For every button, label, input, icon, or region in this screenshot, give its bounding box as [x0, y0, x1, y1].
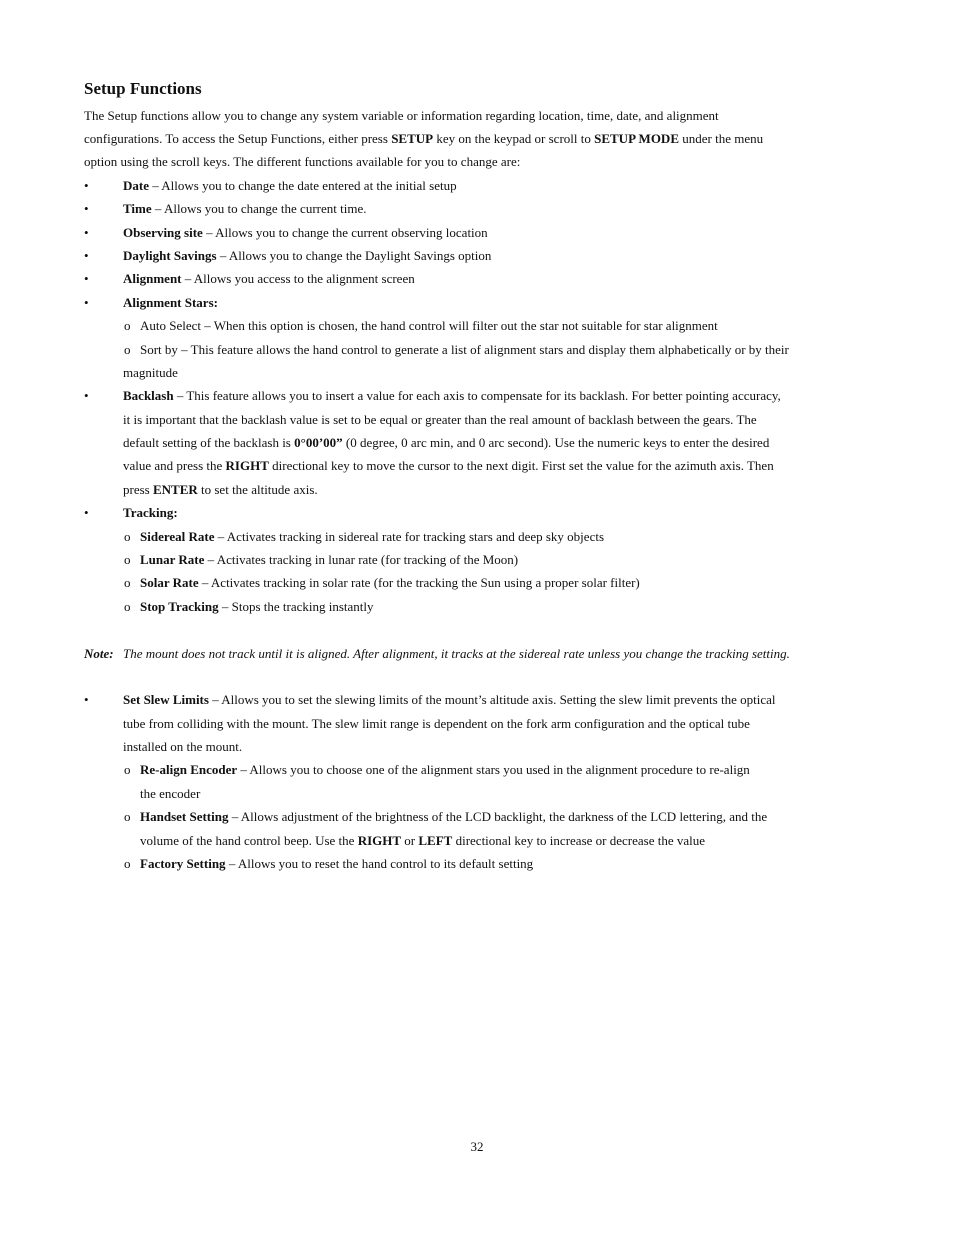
section-title: Setup Functions	[84, 79, 202, 98]
list-item-time: Time – Allows you to change the current time.	[123, 201, 367, 216]
sub-item-sidereal-rate: Sidereal Rate – Activates tracking in sidereal rate for tracking stars and deep sky objects	[140, 529, 605, 544]
slew-line-3: installed on the mount.	[123, 739, 243, 754]
page-number: 32	[470, 1139, 484, 1154]
list-item-observing-site: Observing site – Allows you to change the current observing location	[123, 225, 488, 240]
bullet: •	[84, 388, 89, 403]
sub-bullet: o	[124, 318, 131, 333]
intro-line-3: option using the scroll keys. The different functions available for you to change are:	[84, 154, 521, 169]
list-item-daylight-savings: Daylight Savings – Allows you to change the Daylight Savings option	[123, 248, 492, 263]
sub-item-solar-rate: Solar Rate – Activates tracking in solar rate (for the tracking the Sun using a proper solar filter)	[140, 575, 640, 590]
note-label: Note:	[84, 646, 114, 661]
sub-bullet: o	[124, 342, 131, 357]
sub-bullet: o	[124, 575, 131, 590]
list-item-alignment: Alignment – Allows you access to the alignment screen	[123, 271, 415, 286]
intro-line-1: The Setup functions allow you to change any system variable or information regarding location, time, date, and alignment	[84, 108, 719, 123]
list-item-alignment-stars: Alignment Stars:	[123, 295, 218, 310]
sub-bullet: o	[124, 552, 131, 567]
bullet: •	[84, 271, 89, 286]
sub-item-factory-setting: Factory Setting – Allows you to reset the hand control to its default setting	[140, 856, 534, 871]
slew-line-2: tube from colliding with the mount. The slew limit range is dependent on the fork arm configuration and the optical tube	[123, 716, 750, 731]
sub-item-auto-select: Auto Select – When this option is chosen, the hand control will filter out the star not suitable for star alignment	[140, 318, 718, 333]
sub-item-sort-by: Sort by – This feature allows the hand control to generate a list of alignment stars and display them alphabetically or by their	[140, 342, 789, 357]
sub-bullet: o	[124, 762, 131, 777]
sub-bullet: o	[124, 809, 131, 824]
sub-item-stop-tracking: Stop Tracking – Stops the tracking instantly	[140, 599, 374, 614]
sub-bullet: o	[124, 529, 131, 544]
list-item-set-slew-limits: Set Slew Limits – Allows you to set the slewing limits of the mount’s altitude axis. Setting the slew limit prevents the optical	[123, 692, 776, 707]
note-text: The mount does not track until it is aligned. After alignment, it tracks at the sidereal rate unless you change the tracking setting.	[123, 646, 790, 661]
list-item-tracking: Tracking:	[123, 505, 178, 520]
intro-line-2: configurations. To access the Setup Functions, either press SETUP key on the keypad or scroll to SETUP MODE under the menu	[84, 131, 764, 146]
re-align-encoder-cont: the encoder	[140, 786, 201, 801]
backlash-line-3: default setting of the backlash is 0°00’00” (0 degree, 0 arc min, and 0 arc second). Use the numeric keys to enter the desired	[123, 435, 770, 450]
sub-item-handset-setting: Handset Setting – Allows adjustment of the brightness of the LCD backlight, the darkness of the LCD lettering, and the	[140, 809, 768, 824]
bullet: •	[84, 178, 89, 193]
handset-setting-cont: volume of the hand control beep. Use the RIGHT or LEFT directional key to increase or decrease the value	[140, 833, 705, 848]
sub-bullet: o	[124, 599, 131, 614]
list-item-backlash: Backlash – This feature allows you to insert a value for each axis to compensate for its backlash. For better pointing accuracy,	[123, 388, 781, 403]
backlash-line-2: it is important that the backlash value is set to be equal or greater than the real amount of backlash between the gears. The	[123, 412, 757, 427]
sub-item-sort-by-cont: magnitude	[123, 365, 178, 380]
bullet: •	[84, 295, 89, 310]
backlash-line-5: press ENTER to set the altitude axis.	[123, 482, 318, 497]
backlash-line-4: value and press the RIGHT directional key to move the cursor to the next digit. First set the value for the azimuth axis. Then	[123, 458, 774, 473]
list-item-date: Date – Allows you to change the date entered at the initial setup	[123, 178, 457, 193]
bullet: •	[84, 692, 89, 707]
sub-item-re-align-encoder: Re-align Encoder – Allows you to choose one of the alignment stars you used in the alignment procedure to re-align	[140, 762, 750, 777]
bullet: •	[84, 248, 89, 263]
bullet: •	[84, 225, 89, 240]
sub-item-lunar-rate: Lunar Rate – Activates tracking in lunar rate (for tracking of the Moon)	[140, 552, 519, 567]
bullet: •	[84, 201, 89, 216]
bullet: •	[84, 505, 89, 520]
sub-bullet: o	[124, 856, 131, 871]
